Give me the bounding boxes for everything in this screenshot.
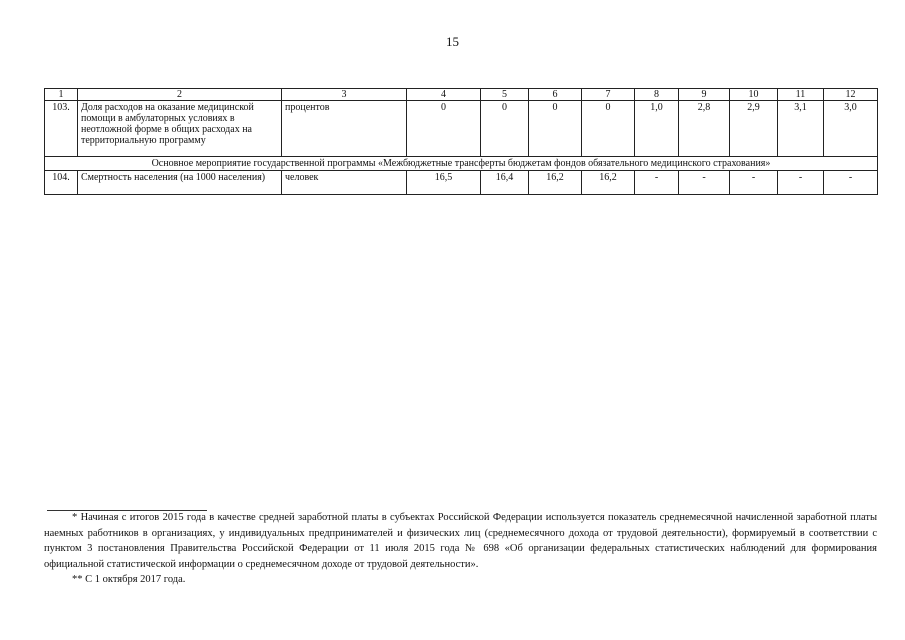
value-cell: - — [730, 171, 778, 195]
value-cell: 16,2 — [529, 171, 582, 195]
column-header: 6 — [529, 89, 582, 101]
page-number: 15 — [446, 34, 459, 49]
unit-cell: человек — [282, 171, 407, 195]
value-cell: - — [635, 171, 679, 195]
value-cell: 0 — [481, 101, 529, 157]
column-header: 3 — [282, 89, 407, 101]
value-cell: 2,8 — [679, 101, 730, 157]
indicators-table — [44, 88, 878, 195]
column-header: 10 — [730, 89, 778, 101]
table-header-row — [45, 89, 878, 101]
value-cell: 1,0 — [635, 101, 679, 157]
value-cell: - — [679, 171, 730, 195]
row-number: 103. — [45, 101, 78, 157]
section-title: Основное мероприятие государственной программы «Межбюджетные трансферты бюджетам фондов обязательного медицинского страхования» — [45, 157, 878, 171]
footnotes — [44, 510, 877, 588]
row-number: 104. — [45, 171, 78, 195]
value-cell: 16,2 — [582, 171, 635, 195]
footnote-first: * Начиная с итогов 2015 года в качестве средней заработной платы в субъектах Российской Федерации используется показатель среднемесячной начисленной заработной платы наемных работников в организациях, у индивидуальных предпринимателей и физических лиц (среднемесячного дохода от трудовой деятельности), формируемый в соответствии с пунктом 3 постановления Правительства Российской Федерации от 11 июля 2015 года № 698 «Об организации федеральных статистических наблюдений для формирования официальной статистической информации о среднемесячном доходе от трудовой деятельности». — [44, 512, 877, 570]
footnote-second: ** С 1 октября 2017 года. — [72, 574, 186, 585]
column-header: 11 — [778, 89, 824, 101]
value-cell: 2,9 — [730, 101, 778, 157]
value-cell: 0 — [529, 101, 582, 157]
column-header: 4 — [407, 89, 481, 101]
table-row — [45, 171, 878, 195]
indicator-name: Доля расходов на оказание медицинской помощи в амбулаторных условиях в неотложной форме в общих расходах на территориальную программу — [78, 101, 282, 157]
value-cell: 3,1 — [778, 101, 824, 157]
column-header: 9 — [679, 89, 730, 101]
value-cell: 3,0 — [824, 101, 878, 157]
value-cell: 0 — [407, 101, 481, 157]
column-header: 12 — [824, 89, 878, 101]
value-cell: 16,4 — [481, 171, 529, 195]
value-cell: - — [824, 171, 878, 195]
value-cell: 16,5 — [407, 171, 481, 195]
table-row — [45, 101, 878, 157]
column-header: 7 — [582, 89, 635, 101]
indicator-name: Смертность населения (на 1000 населения) — [78, 171, 282, 195]
column-header: 8 — [635, 89, 679, 101]
column-header: 2 — [78, 89, 282, 101]
column-header: 1 — [45, 89, 78, 101]
table-section-row — [45, 157, 878, 171]
value-cell: 0 — [582, 101, 635, 157]
column-header: 5 — [481, 89, 529, 101]
value-cell: - — [778, 171, 824, 195]
unit-cell: процентов — [282, 101, 407, 157]
